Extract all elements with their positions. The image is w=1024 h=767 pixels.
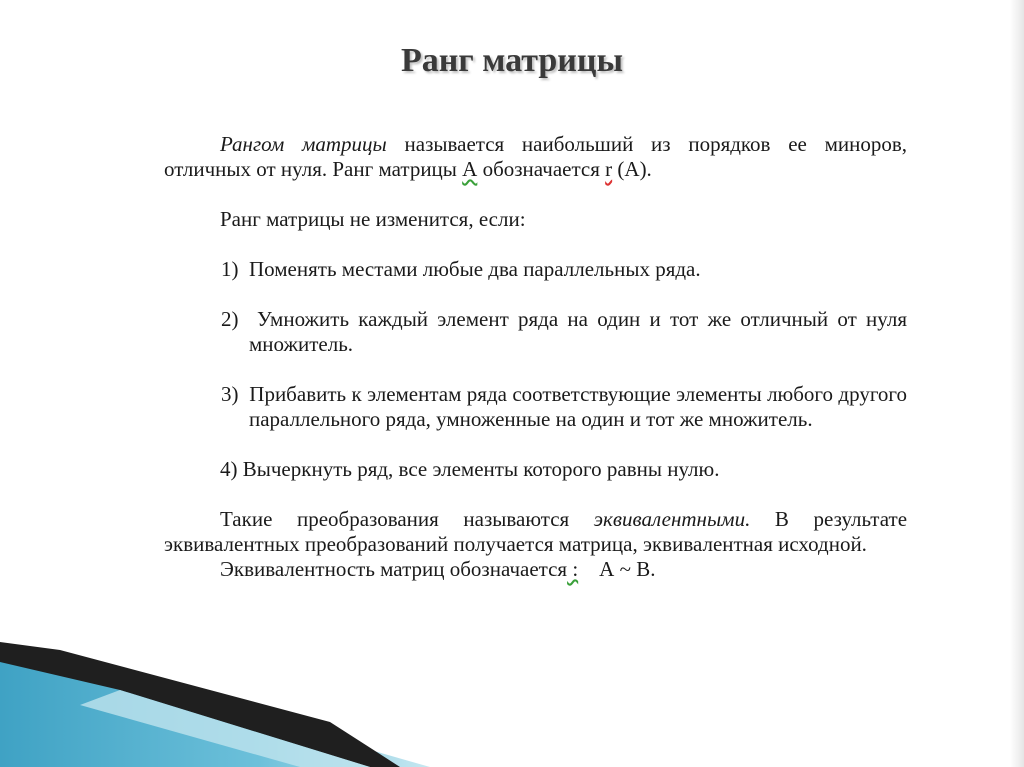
definition-paragraph [164, 132, 907, 182]
rule-item-3 [221, 382, 907, 432]
definition-text-2: обозначается [477, 157, 606, 181]
slide-content [164, 132, 907, 582]
equivalent-term: эквивалентными. [593, 507, 751, 531]
rules-intro: Ранг матрицы не изменится, если: [220, 207, 526, 231]
rank-symbol-r: r [605, 157, 613, 181]
rule-text: Поменять местами любые два параллельных ряда. [249, 257, 701, 281]
definition-text-1: называется наибольший из порядков ее миноров, отличных от нуля. Ранг матрицы [164, 132, 908, 181]
rule-number: 1) [221, 257, 239, 281]
equivalence-paragraph [164, 507, 907, 557]
equivalence-text-1: Такие преобразования называются [220, 507, 594, 531]
notation-formula: А ~ В. [578, 557, 656, 581]
definition-text-3: (А). [612, 157, 652, 181]
rule-item-1 [221, 257, 907, 282]
rank-term: Рангом матрицы [220, 132, 387, 156]
notation-text: Эквивалентность матриц обозначается [220, 557, 568, 581]
equivalence-notation [164, 557, 907, 582]
notation-colon: : [567, 557, 579, 581]
rule-text: Прибавить к элементам ряда соответствующие элементы любого другого параллельного ряда, умноженные на один и тот же множитель. [249, 382, 907, 431]
rule-text: Вычеркнуть ряд, все элементы которого равны нулю. [242, 457, 720, 481]
rule-item-2 [221, 307, 907, 357]
rule-number: 4) [220, 457, 238, 481]
matrix-letter-a: А [462, 157, 478, 181]
slide-title: Ранг матрицы [400, 42, 624, 79]
rule-number: 3) [221, 382, 239, 406]
equivalence-text-2: В результате эквивалентных преобразований получается матрица, эквивалентная исходной. [164, 507, 908, 556]
rule-text: Умножить каждый элемент ряда на один и тот же отличный от нуля множитель. [249, 307, 907, 356]
rule-item-4 [164, 457, 907, 482]
rule-number: 2) [221, 307, 239, 331]
